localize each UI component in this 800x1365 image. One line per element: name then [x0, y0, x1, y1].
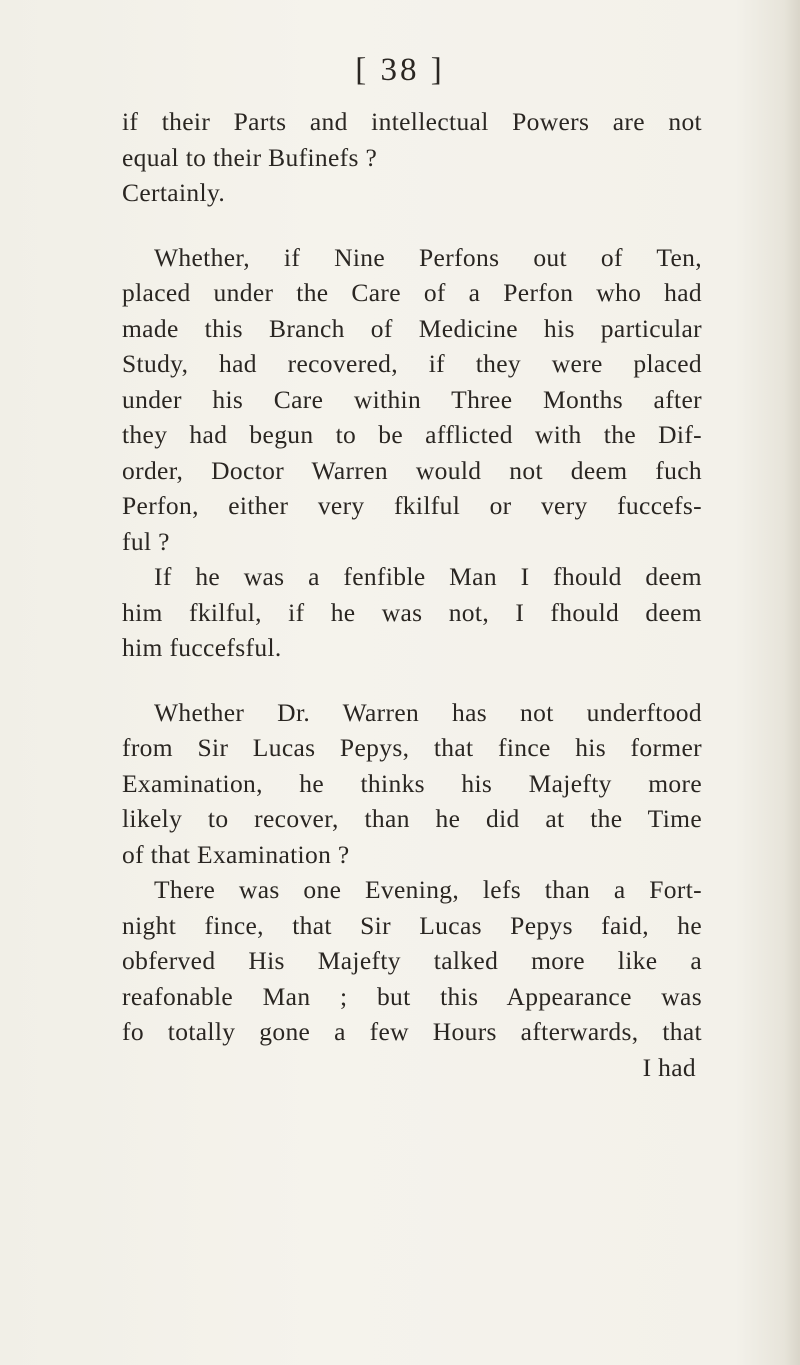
text-line: if their Parts and intellectual Powers are not [122, 107, 702, 136]
text-line: ful ? [122, 526, 170, 556]
text-line: him fuccefsful. [122, 633, 282, 662]
text-line: Perfon, either very fkilful or very fuccefs- [122, 491, 702, 520]
text-line: There was one Evening, lefs than a Fort- [154, 875, 702, 904]
text-line: equal to their Bufinefs ? [122, 142, 378, 172]
text-line: order, Doctor Warren would not deem fuch [122, 455, 702, 485]
text-line: him fkilful, if he was not, I fhould deem [122, 597, 702, 627]
paragraph-gap [122, 666, 702, 695]
body-text [122, 104, 702, 1085]
text-line: Examination, he thinks his Majefty more [122, 768, 702, 798]
text-line: If he was a fenfible Man I fhould deem [154, 562, 702, 591]
text-line: Certainly. [122, 178, 226, 207]
catchword: I had [642, 1052, 696, 1082]
text-line: under his Care within Three Months after [122, 384, 702, 414]
text-line: obferved His Majefty talked more like a [122, 946, 702, 975]
text-line: of that Examination ? [122, 839, 350, 869]
text-line: Whether Dr. Warren has not underftood [154, 697, 702, 727]
text-line: likely to recover, than he did at the Time [122, 804, 702, 833]
paragraph-gap [122, 211, 702, 240]
text-line: Study, had recovered, if they were placed [122, 349, 702, 378]
text-line: Whether, if Nine Perfons out of Ten, [154, 242, 702, 272]
text-line: night fince, that Sir Lucas Pepys faid, he [122, 910, 702, 940]
text-line: fo totally gone a few Hours afterwards, that [122, 1017, 702, 1046]
page-number: [ 38 ] [355, 52, 445, 88]
text-line: reafonable Man ; but this Appearance was [122, 981, 702, 1011]
text-line: made this Branch of Medicine his particular [122, 313, 702, 343]
text-line: they had begun to be afflicted with the Dif- [122, 420, 702, 449]
text-line: placed under the Care of a Perfon who had [122, 278, 702, 307]
text-line: from Sir Lucas Pepys, that fince his former [122, 733, 702, 762]
